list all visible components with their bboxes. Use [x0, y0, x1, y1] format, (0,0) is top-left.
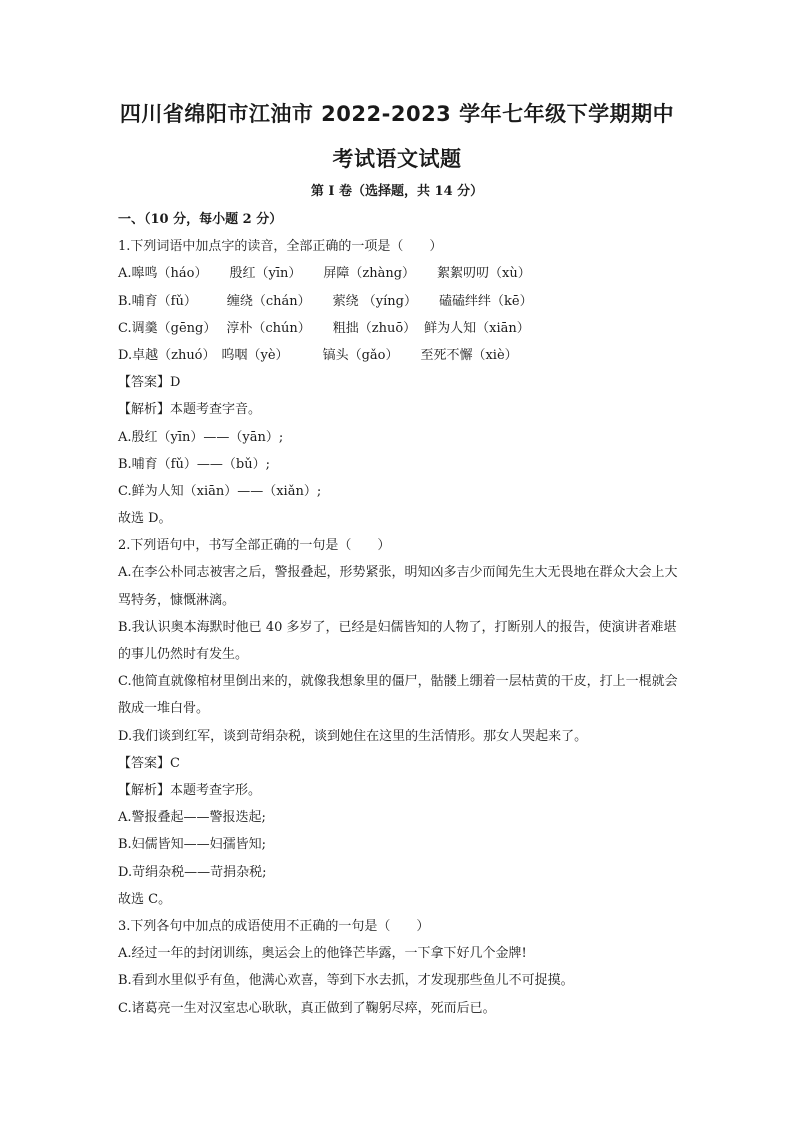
q1-answer: 【答案】D — [118, 375, 181, 391]
q1-analysis-line: B.哺育（fǔ）——（bǔ）; — [118, 456, 270, 472]
q1-analysis-title: 【解析】本题考查字音。 — [118, 402, 262, 418]
q3-option-c: C.诸葛亮一生对汉室忠心耿耿，真正做到了鞠躬尽瘁，死而后已。 — [118, 1000, 496, 1016]
document-body — [118, 206, 684, 1022]
q1-option-b-word3: 萦绕 （yíng） — [332, 293, 417, 309]
q1-option-c — [118, 315, 684, 342]
q2-stem: 2.下列语句中，书写全部正确的一句是（ ） — [118, 538, 391, 554]
document-title-line2: 考试语文试题 — [332, 147, 462, 171]
q1-option-a-word4: 絮絮叨叨（xù） — [437, 266, 531, 282]
q3-option-a: A.经过一年的封闭训练，奥运会上的他锋芒毕露，一下拿下好几个金牌! — [118, 946, 527, 962]
q1-option-b-word1: B.哺育（fǔ） — [118, 293, 197, 309]
q2-analysis-title: 【解析】本题考查字形。 — [118, 783, 262, 799]
q1-option-d-word3: 镐头（gǎo） — [322, 347, 399, 363]
q2-option-c: C.他简直就像棺材里倒出来的，就像我想象里的僵尸，骷髅上绷着一层枯黄的干皮，打上一棍就会散成一堆白骨。 — [118, 674, 678, 717]
q1-option-c-word4: 鲜为人知（xiān） — [424, 320, 530, 336]
q1-option-a-word1: A.嗥鸣（háo） — [118, 266, 208, 282]
q1-analysis-line: A.殷红（yīn）——（yān）; — [118, 429, 284, 445]
q1-option-a — [118, 260, 684, 287]
q1-option-b-word4: 磕磕绊绊（kē） — [439, 293, 533, 309]
q2-answer: 【答案】C — [118, 755, 180, 771]
q2-conclusion: 故选 C。 — [118, 891, 172, 907]
q1-conclusion: 故选 D。 — [118, 511, 172, 527]
q1-option-a-word2: 殷红（yīn） — [229, 266, 302, 282]
q1-option-d — [118, 342, 684, 369]
part1-heading: 一、（10 分，每小题 2 分） — [118, 212, 283, 227]
q2-analysis-line: B.妇儒皆知——妇孺皆知; — [118, 837, 267, 853]
q1-analysis-line: C.鲜为人知（xiān）——（xiǎn）; — [118, 483, 322, 499]
q2-analysis-line: A.警报叠起——警报迭起; — [118, 810, 266, 826]
q1-option-d-word4: 至死不懈（xiè） — [420, 347, 518, 363]
q1-option-c-word3: 粗拙（zhuō） — [332, 320, 417, 336]
q3-stem: 3.下列各句中加点的成语使用不正确的一句是（ ） — [118, 918, 430, 934]
q1-option-c-word1: C.调羹（gēng） — [118, 320, 217, 336]
q2-option-b: B.我认识奥本海默时他已 40 多岁了，已经是妇儒皆知的人物了，打断别人的报告，使演讲者难堪的事儿仍然时有发生。 — [118, 619, 677, 663]
q1-option-b-word2: 缠绕（chán） — [226, 293, 311, 309]
q1-option-d-word2: 呜咽（yè） — [221, 347, 289, 363]
q1-option-d-word1: D.卓越（zhuó） — [118, 347, 216, 363]
section-title: 第 I 卷（选择题，共 14 分） — [310, 184, 484, 199]
q1-option-a-word3: 屏障（zhàng） — [323, 266, 416, 282]
q3-option-b: B.看到水里似乎有鱼，他满心欢喜，等到下水去抓，才发现那些鱼儿不可捉摸。 — [118, 973, 574, 989]
q1-option-b — [118, 288, 684, 315]
q1-stem: 1.下列词语中加点字的读音，全部正确的一项是（ ） — [118, 239, 443, 255]
document-title-line1: 四川省绵阳市江油市 2022-2023 学年七年级下学期期中 — [119, 102, 675, 126]
q2-option-d: D.我们谈到红军，谈到苛绢杂税，谈到她住在这里的生活情形。那女人哭起来了。 — [118, 728, 588, 744]
q2-analysis-line: D.苛绢杂税——苛捐杂税; — [118, 864, 267, 880]
q1-option-c-word2: 淳朴（chún） — [226, 320, 311, 336]
q2-option-a: A.在李公朴同志被害之后，警报叠起，形势紧张，明知凶多吉少而闻先生大无畏地在群众大会上大骂特务，慷慨淋漓。 — [118, 565, 678, 608]
